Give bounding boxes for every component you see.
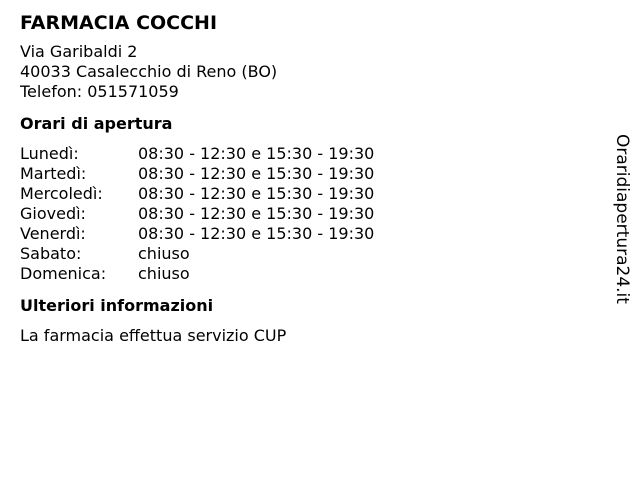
hours-row-saturday — [20, 244, 600, 264]
pharmacy-card — [20, 10, 600, 346]
hours-time: 08:30 - 12:30 e 15:30 - 19:30 — [138, 224, 375, 243]
address-city: 40033 Casalecchio di Reno (BO) — [20, 62, 278, 81]
opening-hours-table — [20, 144, 600, 284]
page-title: FARMACIA COCCHI — [20, 12, 218, 34]
opening-hours-heading: Orari di apertura — [20, 114, 173, 133]
hours-time: chiuso — [138, 264, 190, 283]
hours-day: Lunedì: — [20, 144, 79, 163]
phone-number: Telefon: 051571059 — [20, 82, 179, 101]
hours-time: 08:30 - 12:30 e 15:30 - 19:30 — [138, 184, 375, 203]
additional-info-heading: Ulteriori informazioni — [20, 296, 214, 315]
hours-row-friday — [20, 224, 600, 244]
hours-day: Martedì: — [20, 164, 87, 183]
hours-day: Domenica: — [20, 264, 107, 283]
hours-row-sunday — [20, 264, 600, 284]
hours-row-monday — [20, 144, 600, 164]
additional-info-text: La farmacia effettua servizio CUP — [20, 326, 287, 345]
hours-row-tuesday — [20, 164, 600, 184]
hours-day: Sabato: — [20, 244, 82, 263]
site-watermark: Oraridiapertura24.it — [612, 134, 632, 304]
hours-time: chiuso — [138, 244, 190, 263]
hours-row-wednesday — [20, 184, 600, 204]
hours-time: 08:30 - 12:30 e 15:30 - 19:30 — [138, 164, 375, 183]
address-street: Via Garibaldi 2 — [20, 42, 138, 61]
hours-day: Giovedì: — [20, 204, 86, 223]
hours-time: 08:30 - 12:30 e 15:30 - 19:30 — [138, 144, 375, 163]
hours-day: Mercoledì: — [20, 184, 103, 203]
hours-day: Venerdì: — [20, 224, 86, 243]
hours-row-thursday — [20, 204, 600, 224]
hours-time: 08:30 - 12:30 e 15:30 - 19:30 — [138, 204, 375, 223]
